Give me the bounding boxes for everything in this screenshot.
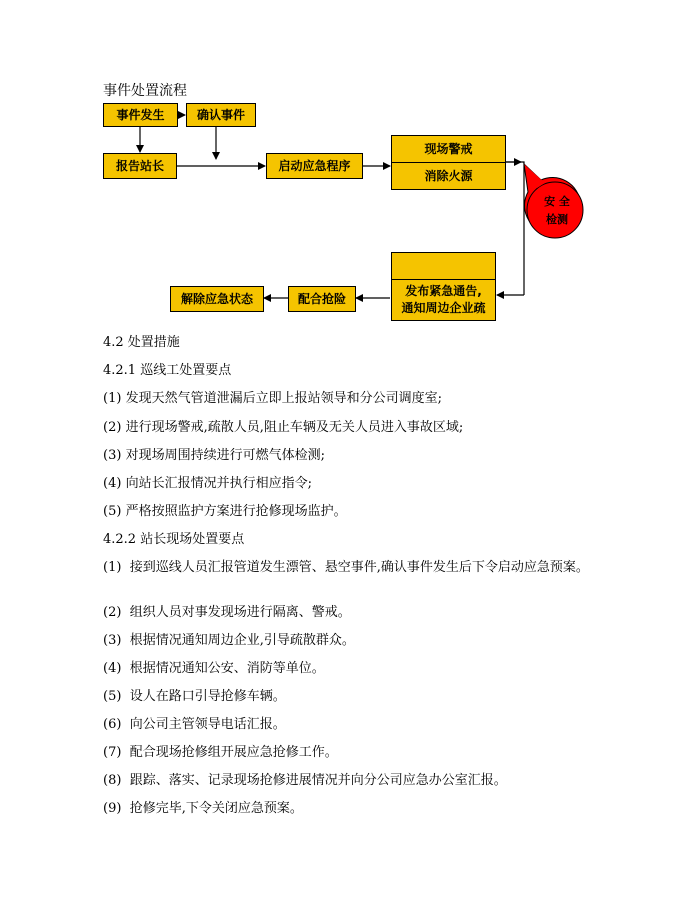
list-item: (5) 严格按照监护方案进行抢修现场监护。 [103,504,347,519]
list-item: (1) 发现天然气管道泄漏后立即上报站领导和分公司调度室; [103,391,442,406]
list-item: (8) 跟踪、落实、记录现场抢修进展情况并向分公司应急办公室汇报。 [103,773,507,788]
list-item: (4) 根据情况通知公安、消防等单位。 [103,661,325,676]
list-item: (3) 根据情况通知周边企业,引导疏散群众。 [103,633,355,648]
section-4-2-heading: 4.2 处置措施 [103,335,180,350]
list-item: (1) 接到巡线人员汇报管道发生漂管、悬空事件,确认事件发生后下令启动应急预案。 [103,560,589,575]
node-report-chief: 报告站长 [103,153,177,179]
node-confirm-event: 确认事件 [186,103,256,127]
list-item: (3) 对现场周围持续进行可燃气体检测; [103,448,325,463]
section-4-2-2-heading: 4.2.2 站长现场处置要点 [103,532,245,547]
node-site-alert: 现场警戒 [391,135,506,163]
list-item: (5) 设人在路口引导抢修车辆。 [103,689,286,704]
connector-right-vertical [506,162,524,295]
node-issue-notice: 发布紧急通告, 通知周边企业疏 [391,279,496,321]
list-item: (2) 进行现场警戒,疏散人员,阻止车辆及无关人员进入事故区域; [103,420,464,435]
node-event-occur: 事件发生 [103,103,178,127]
flowchart-title: 事件处置流程 [103,83,187,99]
list-item: (4) 向站长汇报情况并执行相应指令; [103,476,312,491]
node-start-procedure: 启动应急程序 [266,153,363,179]
list-item: (6) 向公司主管领导电话汇报。 [103,717,286,732]
section-4-2-1-heading: 4.2.1 巡线工处置要点 [103,363,232,378]
node-assist-rescue: 配合抢险 [288,286,356,312]
node-notice-header [391,252,496,280]
node-lift-emergency: 解除应急状态 [170,286,264,312]
safety-check-label: 安 全 检测 [544,195,570,226]
node-eliminate-fire: 消除火源 [391,162,506,190]
list-item: (7) 配合现场抢修组开展应急抢修工作。 [103,745,338,760]
list-item: (2) 组织人员对事发现场进行隔离、警戒。 [103,605,351,620]
list-item: (9) 抢修完毕,下令关闭应急预案。 [103,801,303,816]
